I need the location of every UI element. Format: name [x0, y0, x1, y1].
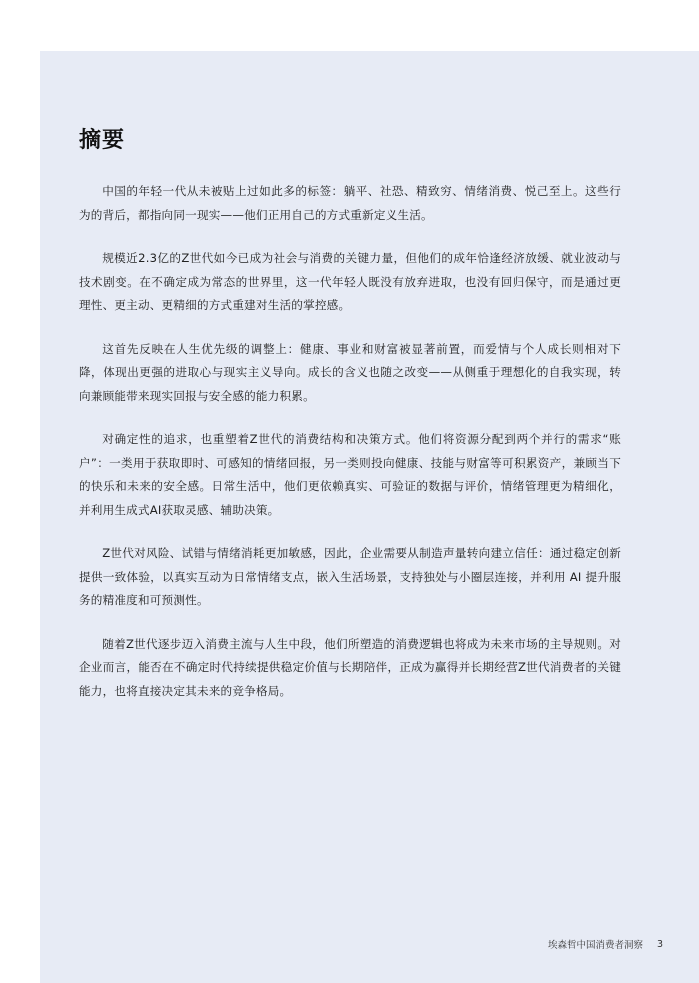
paragraph: 对确定性的追求，也重塑着Z世代的消费结构和决策方式。他们将资源分配到两个并行的需求“账户”：一类用于获取即时、可感知的情绪回报，另一类则投向健康、技能与财富等可积累资产，兼顾当下的快乐和未来的安全感。日常生活中，他们更依赖真实、可验证的数据与评价，情绪管理更为精细化，并利用生成式AI获取灵感、辅助决策。: [79, 432, 621, 517]
page-number: 3: [656, 938, 663, 950]
footer-publication-title: 埃森哲中国消费者洞察: [547, 940, 643, 951]
paragraph: 这首先反映在人生优先级的调整上：健康、事业和财富被显著前置，而爱情与个人成长则相对下降，体现出更强的进取心与现实主义导向。成长的含义也随之改变——从侧重于理想化的自我实现，转向兼顾能带来现实回报与安全感的能力积累。: [79, 341, 621, 403]
page-title: 摘要: [79, 128, 126, 153]
summary-body: [79, 180, 621, 723]
paragraph: 随着Z世代逐步迈入消费主流与人生中段，他们所塑造的消费逻辑也将成为未来市场的主导规则。对企业而言，能否在不确定时代持续提供稳定价值与长期陪伴，正成为赢得并长期经营Z世代消费者的关键能力，也将直接决定其未来的竞争格局。: [79, 636, 621, 698]
paragraph: Z世代对风险、试错与情绪消耗更加敏感，因此，企业需要从制造声量转向建立信任：通过稳定创新提供一致体验，以真实互动为日常情绪支点，嵌入生活场景，支持独处与小圈层连接，并利用 AI 提升服务的精准度和可预测性。: [79, 546, 621, 607]
paragraph: 中国的年轻一代从未被贴上过如此多的标签：躺平、社恐、精致穷、情绪消费、悦己至上。这些行为的背后，都指向同一现实——他们正用自己的方式重新定义生活。: [79, 184, 621, 222]
paragraph: 规模近2.3亿的Z世代如今已成为社会与消费的关键力量，但他们的成年恰逢经济放缓、就业波动与技术剧变。在不确定成为常态的世界里，这一代年轻人既没有放弃进取，也没有回归保守，而是通过更理性、更主动、更精细的方式重建对生活的掌控感。: [79, 251, 621, 312]
page-footer: [548, 937, 663, 951]
